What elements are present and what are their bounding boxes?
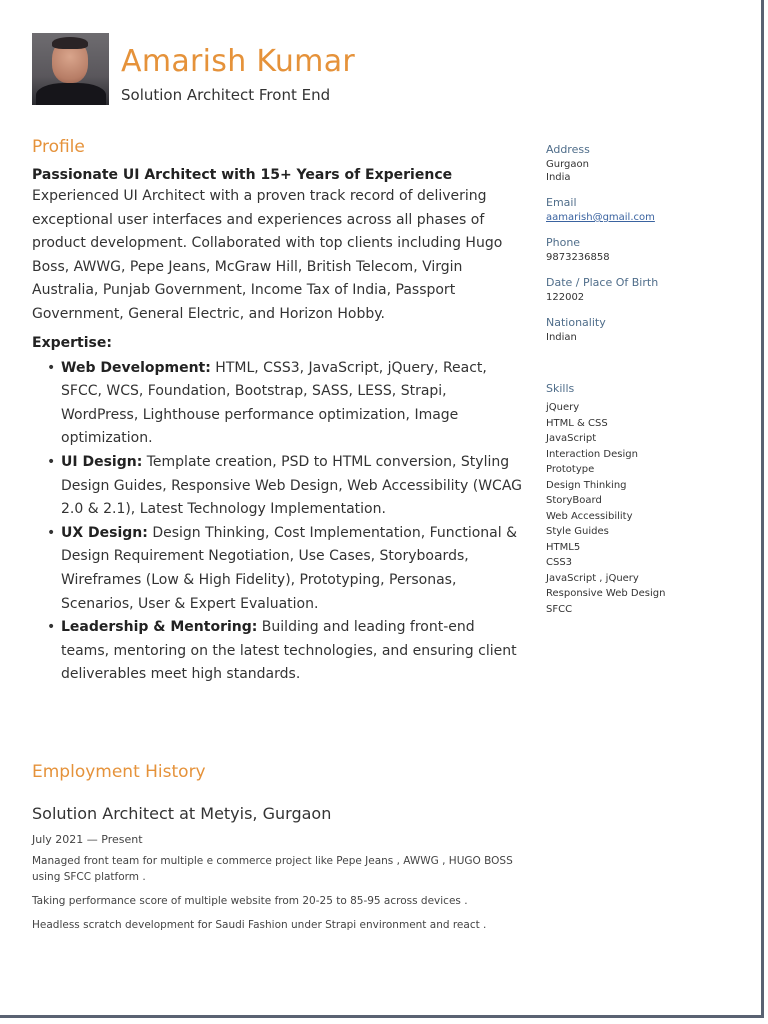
skill-item: JavaScript , jQuery: [546, 572, 639, 584]
skill-item: CSS3: [546, 557, 573, 568]
expertise-list: [32, 357, 522, 687]
sidebar: [546, 143, 746, 617]
expertise-item-leadership: • Leadership & Mentoring: Building and leading front-end teams, mentoring on the latest technologies, and ensuring client deliverables meet high standards.: [61, 616, 522, 687]
skill-item: Design Thinking: [546, 479, 627, 491]
phone-label: Phone: [546, 236, 581, 249]
phone-value: 9873236858: [546, 252, 610, 263]
job-title: Solution Architect at Metyis, Gurgaon: [32, 804, 332, 823]
email-label: Email: [546, 196, 577, 209]
address-line-2: India: [546, 172, 571, 183]
job-point: Headless scratch development for Saudi Fashion under Strapi environment and react .: [32, 919, 487, 931]
job-point: Managed front team for multiple e commerce project like Pepe Jeans , AWWG , HUGO BOSS using SFCC platform .: [32, 855, 513, 883]
nationality-block: [546, 316, 746, 344]
expertise-item-ux-design: • UX Design: Design Thinking, Cost Implementation, Functional & Design Requirement Negotiation, Use Cases, Storyboards, Wireframes (Low & High Fidelity), Prototyping, Personas, Scenarios, User & Expert Evaluation.: [61, 522, 522, 616]
dob-label: Date / Place Of Birth: [546, 276, 659, 289]
employment-section-title: Employment History: [32, 762, 206, 782]
skill-item: Interaction Design: [546, 448, 638, 460]
candidate-role: Solution Architect Front End: [121, 86, 331, 104]
skill-item: JavaScript: [546, 433, 597, 444]
profile-headline: Passionate UI Architect with 15+ Years of Experience: [32, 167, 453, 183]
profile-photo: [32, 33, 109, 105]
skill-item: Web Accessibility: [546, 510, 633, 522]
job-point: Taking performance score of multiple website from 20-25 to 85-95 across devices .: [32, 895, 468, 907]
email-block: [546, 196, 746, 224]
nationality-label: Nationality: [546, 316, 606, 329]
nationality-value: Indian: [546, 332, 577, 343]
skill-item: Prototype: [546, 464, 595, 475]
expertise-title: Expertise:: [32, 334, 112, 351]
skill-item: HTML & CSS: [546, 417, 608, 429]
candidate-name: Amarish Kumar: [121, 44, 356, 79]
profile-summary: Experienced UI Architect with a proven track record of delivering exceptional user interfaces and experiences across all phases of product development. Collaborated with top clients including Hugo Boss, AWWG, Pepe Jeans, McGraw Hill, British Telecom, Virgin Australia, Punjab Government, Income Tax of India, Passport Government, General Electric, and Horizon Hobby.: [32, 188, 503, 322]
address-label: Address: [546, 143, 590, 156]
dob-value: 122002: [546, 292, 585, 303]
address-line-1: Gurgaon: [546, 159, 589, 170]
skill-item: HTML5: [546, 541, 581, 553]
skill-item: StoryBoard: [546, 495, 602, 506]
skills-label: Skills: [546, 382, 575, 395]
skill-item: Style Guides: [546, 526, 609, 537]
skills-list: [546, 400, 746, 617]
email-link[interactable]: aamarish@gmail.com: [546, 212, 655, 223]
address-block: [546, 143, 746, 184]
main-column: [32, 137, 522, 687]
expertise-item-web-development: • Web Development: HTML, CSS3, JavaScript, jQuery, React, SFCC, WCS, Foundation, Bootstrap, SASS, LESS, Strapi, WordPress, Lighthouse performance optimization, Image optimization.: [61, 357, 522, 451]
skill-item: jQuery: [546, 402, 580, 413]
skill-item: SFCC: [546, 603, 573, 615]
job-date: July 2021 — Present: [32, 833, 143, 846]
dob-block: [546, 276, 746, 304]
profile-section-title: Profile: [32, 137, 85, 157]
expertise-item-ui-design: • UI Design: Template creation, PSD to HTML conversion, Styling Design Guides, Responsive Web Design, Web Accessibility (WCAG 2.0 & 2.1), Latest Technology Implementation.: [61, 451, 522, 522]
phone-block: [546, 236, 746, 264]
job-description: [32, 853, 522, 941]
skill-item: Responsive Web Design: [546, 588, 666, 599]
